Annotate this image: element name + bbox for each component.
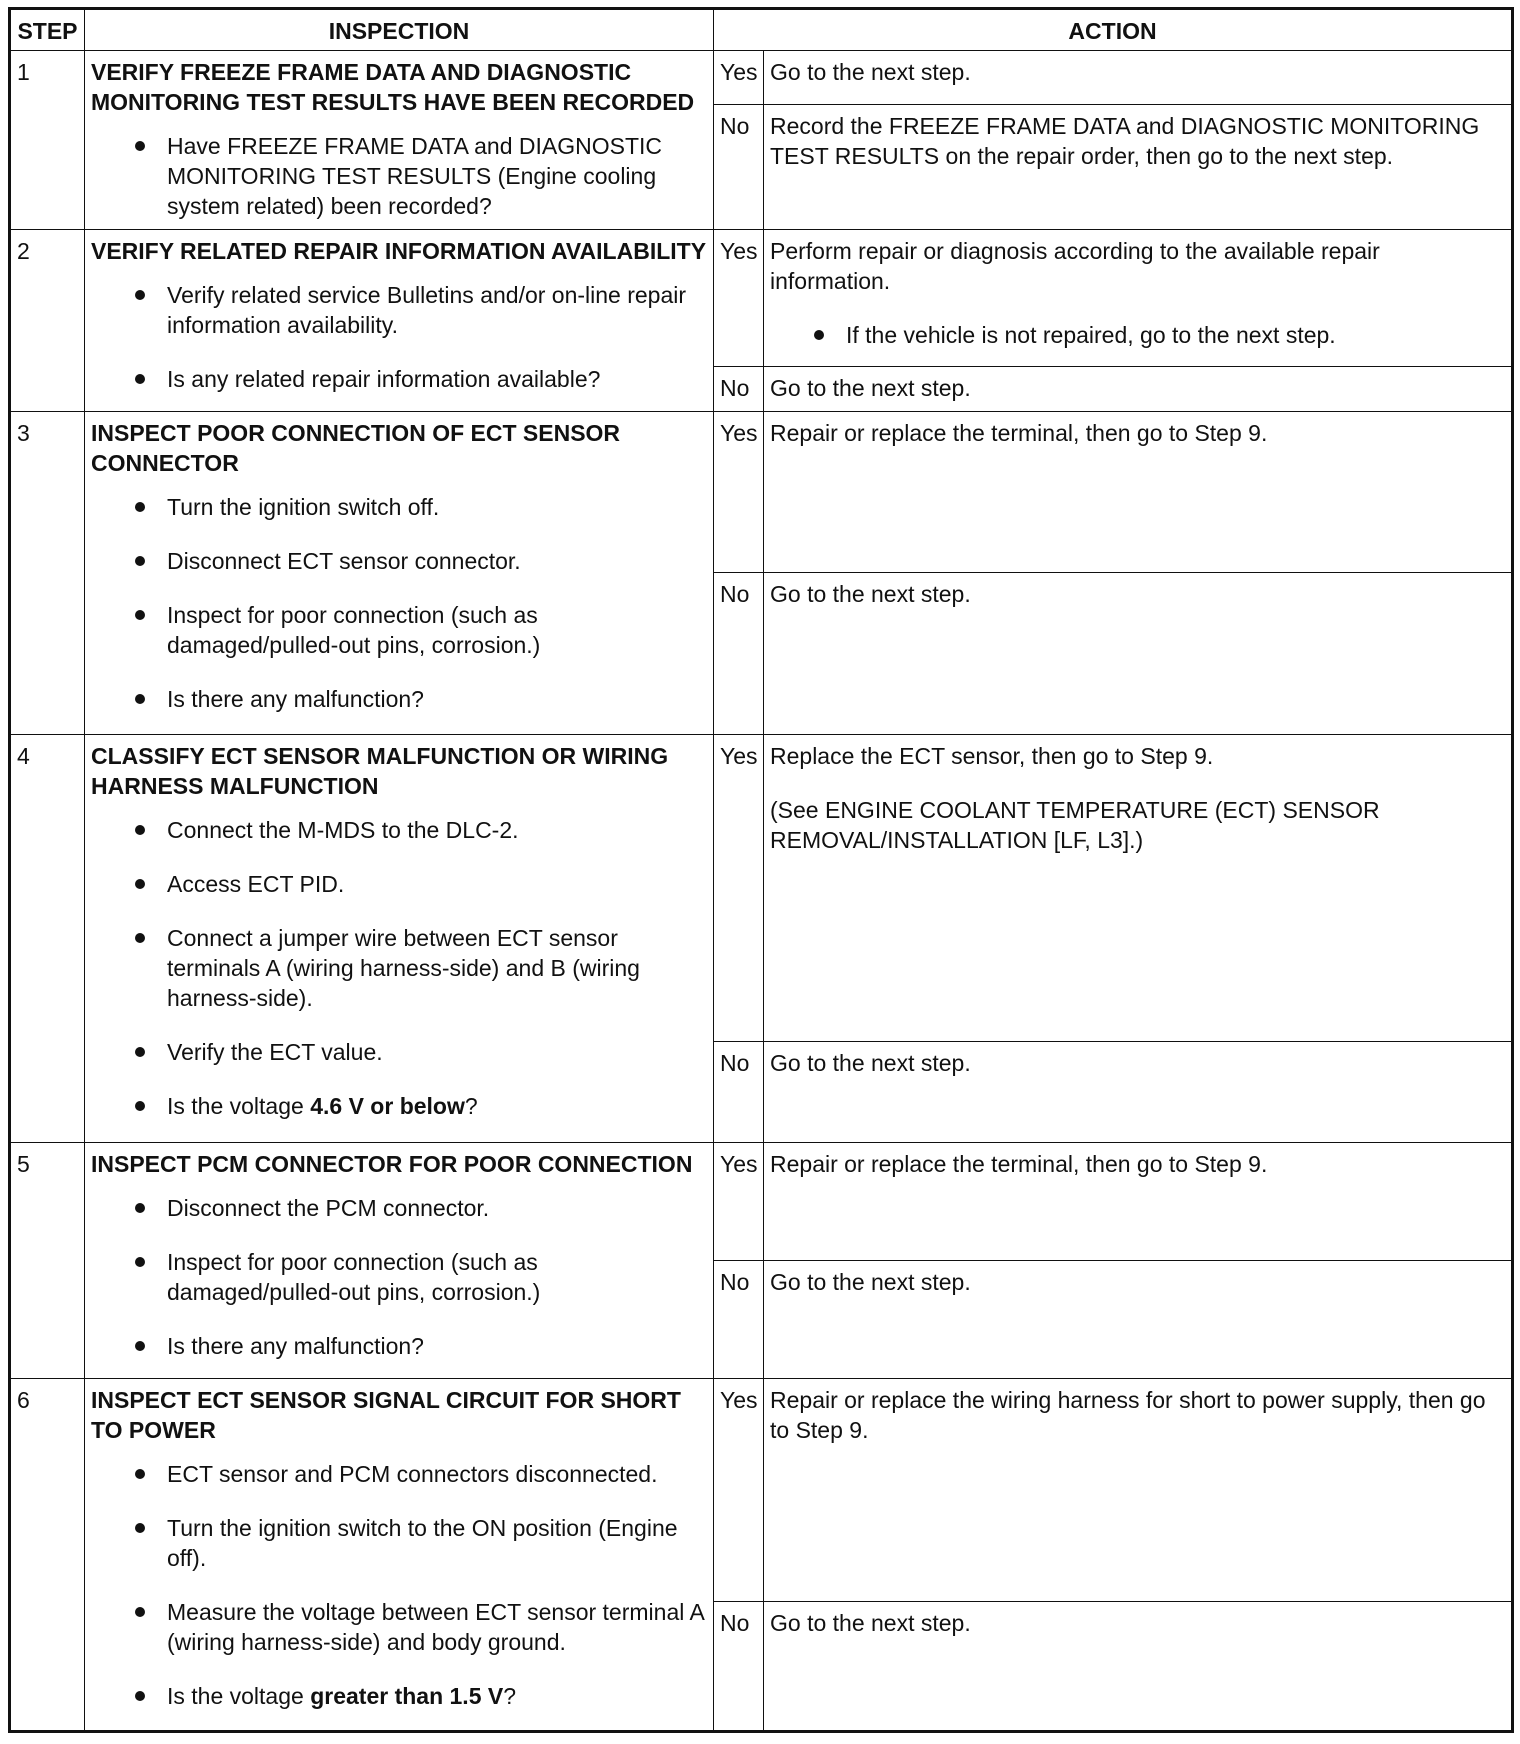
yes-action	[764, 1143, 1513, 1261]
no-action	[764, 1261, 1513, 1379]
step-row-5-yes	[10, 1143, 1513, 1261]
step-number: 1	[10, 51, 85, 230]
step-row-3-yes	[10, 412, 1513, 573]
inspection-item: ECT sensor and PCM connectors disconnected.	[91, 1459, 707, 1489]
inspection-list	[91, 1193, 707, 1369]
item-text: ?	[503, 1683, 517, 1709]
action-text: Repair or replace the terminal, then go to Step 9.	[770, 1151, 1268, 1177]
inspection-item: Measure the voltage between ECT sensor terminal A (wiring harness-side) and body ground.	[91, 1597, 707, 1657]
table-body	[10, 51, 1513, 1732]
action-text: (See ENGINE COOLANT TEMPERATURE (ECT) SENSOR REMOVAL/INSTALLATION [LF, L3].)	[770, 797, 1380, 853]
inspection-item: Turn the ignition switch to the ON position (Engine off).	[91, 1513, 707, 1573]
inspection-list	[91, 131, 707, 229]
header-step: STEP	[10, 9, 85, 51]
yes-label: Yes	[714, 51, 764, 105]
inspection-item: Access ECT PID.	[91, 869, 707, 899]
header-row	[10, 9, 1513, 51]
inspection-item: Is there any malfunction?	[91, 684, 707, 714]
action-sublist	[770, 320, 1505, 350]
action-text: Repair or replace the wiring harness for short to power supply, then go to Step 9.	[770, 1387, 1486, 1443]
no-action	[764, 104, 1513, 229]
action-text: Record the FREEZE FRAME DATA and DIAGNOSTIC MONITORING TEST RESULTS on the repair order, then go to the next step.	[770, 112, 1480, 169]
no-label: No	[714, 1261, 764, 1379]
yes-action	[764, 412, 1513, 573]
action-subitem: If the vehicle is not repaired, go to the next step.	[770, 320, 1505, 350]
action-text: Go to the next step.	[770, 1050, 971, 1076]
step-number: 3	[10, 412, 85, 735]
step-title: VERIFY FREEZE FRAME DATA AND DIAGNOSTIC MONITORING TEST RESULTS HAVE BEEN RECORDED	[91, 59, 695, 115]
action-text: Go to the next step.	[770, 1269, 971, 1295]
header-inspection: INSPECTION	[85, 9, 714, 51]
action-text: Go to the next step.	[770, 59, 971, 85]
inspection-cell	[85, 412, 714, 735]
item-emphasis: 4.6 V or below	[310, 1093, 465, 1119]
inspection-cell	[85, 230, 714, 412]
inspection-item: Turn the ignition switch off.	[91, 492, 707, 522]
no-label: No	[714, 1602, 764, 1732]
no-label: No	[714, 1042, 764, 1143]
no-label: No	[714, 573, 764, 735]
inspection-cell	[85, 51, 714, 230]
inspection-item: Inspect for poor connection (such as damaged/pulled-out pins, corrosion.)	[91, 600, 707, 660]
inspection-cell	[85, 1143, 714, 1379]
yes-action	[764, 1379, 1513, 1602]
header-action: ACTION	[714, 9, 1513, 51]
yes-action	[764, 230, 1513, 367]
inspection-item: Connect the M-MDS to the DLC-2.	[91, 815, 707, 845]
yes-action	[764, 735, 1513, 1042]
inspection-cell	[85, 735, 714, 1143]
step-title: INSPECT ECT SENSOR SIGNAL CIRCUIT FOR SHORT TO POWER	[91, 1387, 681, 1443]
action-text: Repair or replace the terminal, then go to Step 9.	[770, 420, 1268, 446]
no-action	[764, 1042, 1513, 1143]
inspection-item: Verify the ECT value.	[91, 1037, 707, 1067]
step-number: 5	[10, 1143, 85, 1379]
no-action	[764, 573, 1513, 735]
step-number: 6	[10, 1379, 85, 1732]
step-title: INSPECT POOR CONNECTION OF ECT SENSOR CONNECTOR	[91, 420, 621, 476]
inspection-item: Verify related service Bulletins and/or on-line repair information availability.	[91, 280, 707, 340]
inspection-item: Inspect for poor connection (such as damaged/pulled-out pins, corrosion.)	[91, 1247, 707, 1307]
inspection-item: Connect a jumper wire between ECT sensor terminals A (wiring harness-side) and B (wiring harness-side).	[91, 923, 707, 1013]
step-title: CLASSIFY ECT SENSOR MALFUNCTION OR WIRING HARNESS MALFUNCTION	[91, 743, 669, 799]
action-text: Go to the next step.	[770, 1610, 971, 1636]
step-row-4-yes	[10, 735, 1513, 1042]
yes-label: Yes	[714, 1143, 764, 1261]
action-text: Replace the ECT sensor, then go to Step 9.	[770, 743, 1214, 769]
inspection-list	[91, 1459, 707, 1719]
inspection-item	[91, 1681, 707, 1711]
inspection-item: Is there any malfunction?	[91, 1331, 707, 1361]
action-text: Perform repair or diagnosis according to the available repair information.	[770, 238, 1380, 294]
action-text: Go to the next step.	[770, 375, 971, 401]
yes-label: Yes	[714, 230, 764, 367]
step-row-2-yes	[10, 230, 1513, 367]
yes-action	[764, 51, 1513, 105]
step-row-1-yes	[10, 51, 1513, 105]
action-text: Go to the next step.	[770, 581, 971, 607]
step-number: 2	[10, 230, 85, 412]
step-title: INSPECT PCM CONNECTOR FOR POOR CONNECTION	[91, 1151, 693, 1177]
no-label: No	[714, 104, 764, 229]
diagnostic-table	[8, 7, 1514, 1733]
item-text: Is the voltage	[167, 1093, 311, 1119]
yes-label: Yes	[714, 735, 764, 1042]
yes-label: Yes	[714, 1379, 764, 1602]
inspection-list	[91, 492, 707, 722]
step-title: VERIFY RELATED REPAIR INFORMATION AVAILABILITY	[91, 238, 707, 264]
no-label: No	[714, 367, 764, 412]
item-emphasis: greater than 1.5 V	[310, 1683, 504, 1709]
inspection-cell	[85, 1379, 714, 1732]
yes-label: Yes	[714, 412, 764, 573]
inspection-item	[91, 1091, 707, 1121]
no-action	[764, 1602, 1513, 1732]
inspection-item: Disconnect ECT sensor connector.	[91, 546, 707, 576]
inspection-item: Is any related repair information available?	[91, 364, 707, 394]
step-row-6-yes	[10, 1379, 1513, 1602]
inspection-list	[91, 280, 707, 402]
item-text: ?	[464, 1093, 478, 1119]
no-action	[764, 367, 1513, 412]
inspection-item: Disconnect the PCM connector.	[91, 1193, 707, 1223]
step-number: 4	[10, 735, 85, 1143]
inspection-list	[91, 815, 707, 1129]
inspection-item: Have FREEZE FRAME DATA and DIAGNOSTIC MONITORING TEST RESULTS (Engine cooling system related) been recorded?	[91, 131, 707, 221]
item-text: Is the voltage	[167, 1683, 311, 1709]
